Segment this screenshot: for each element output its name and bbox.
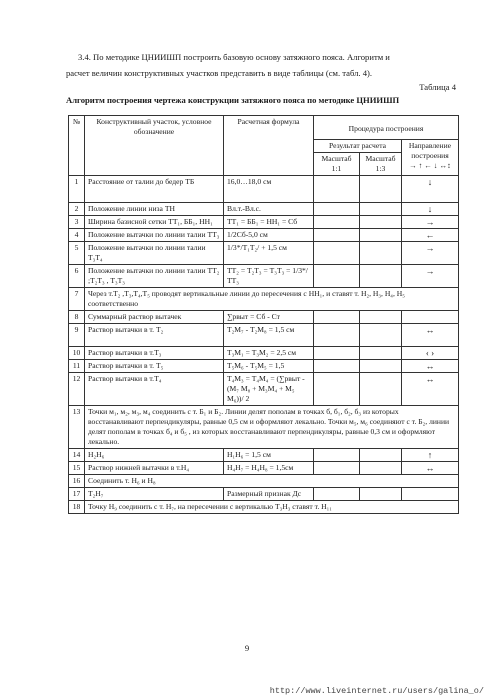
table-row xyxy=(69,360,459,373)
row-scale-1 xyxy=(314,324,360,347)
row-formula: Н₁Н₆ = 1,5 см xyxy=(224,449,314,462)
table-label: Таблица 4 xyxy=(419,82,456,92)
header-formula: Расчетная формула xyxy=(224,116,314,176)
table-row xyxy=(69,176,459,203)
intro-line-2: расчет величин конструктивных участков представить в виде таблицы (см. табл. 4). xyxy=(66,68,373,78)
row-formula: Н₄Н₇ = Н₄Н₈ = 1,5см xyxy=(224,462,314,475)
row-number: 7 xyxy=(69,288,85,311)
row-direction-arrow: ↔ xyxy=(402,462,459,475)
row-direction-arrow: ↓ xyxy=(402,203,459,216)
row-scale-1 xyxy=(314,176,360,203)
table-row xyxy=(69,501,459,514)
row-scale-3 xyxy=(360,229,402,242)
intro-line-1: 3.4. По методике ЦНИИШП построить базовую основу затяжного пояса. Алгоритм и xyxy=(78,52,390,62)
header-direction-label: Направление построения xyxy=(408,141,452,160)
row-scale-1 xyxy=(314,203,360,216)
table-row xyxy=(69,311,459,324)
row-direction-arrow: ↔ xyxy=(402,324,459,347)
row-number: 2 xyxy=(69,203,85,216)
row-scale-3 xyxy=(360,488,402,501)
intro-paragraph xyxy=(66,49,466,81)
row-scale-1 xyxy=(314,242,360,265)
row-formula: 16,0…18,0 см xyxy=(224,176,314,203)
row-scale-1 xyxy=(314,373,360,406)
row-formula: 1/3*/Т₁Т₂/ + 1,5 см xyxy=(224,242,314,265)
row-scale-1 xyxy=(314,265,360,288)
row-direction-arrow: ↓ xyxy=(402,176,459,203)
row-scale-3 xyxy=(360,265,402,288)
row-scale-3 xyxy=(360,360,402,373)
row-instruction: Через т.Т₂ ,Т₃,Т₄,Т₅ проводят вертикальные линии до пересечения с НН₁, и ставят т. Н₂, Н₃, Н₄, Н₅ соответственно xyxy=(85,288,459,311)
table-row xyxy=(69,488,459,501)
row-number: 10 xyxy=(69,347,85,360)
row-scale-1 xyxy=(314,311,360,324)
row-scale-1 xyxy=(314,360,360,373)
page-number: 9 xyxy=(244,643,250,653)
row-number: 13 xyxy=(69,406,85,449)
table-row xyxy=(69,203,459,216)
row-direction-arrow xyxy=(402,311,459,324)
row-section: Раствор вытачки в т.Т₄ xyxy=(85,373,224,406)
row-formula: ∑рвыт = Сб - Ст xyxy=(224,311,314,324)
header-num: № xyxy=(69,116,85,176)
row-scale-3 xyxy=(360,347,402,360)
row-section: Т₂Н₇ xyxy=(85,488,224,501)
row-number: 16 xyxy=(69,475,85,488)
row-section: Раствор вытачки в т. Т₅ xyxy=(85,360,224,373)
row-number: 17 xyxy=(69,488,85,501)
row-formula: ТТ₂ = Т₂Т₃ = Т₃Т₃ = 1/3*/ТТ₃ xyxy=(224,265,314,288)
row-number: 1 xyxy=(69,176,85,203)
row-instruction: Точку Н₉ соединить с т. Н₇, на пересечении с вертикалью Т₃Н₃ ставят т. Н₁₁ xyxy=(85,501,459,514)
table-row xyxy=(69,347,459,360)
row-direction-arrow: → xyxy=(402,216,459,229)
row-direction-arrow: ↔ xyxy=(402,360,459,373)
header-procedure: Процедура построения xyxy=(314,116,459,140)
header-direction-arrows: → ↑ ← ↓ ↔↕ xyxy=(409,161,451,170)
table-row xyxy=(69,462,459,475)
row-number: 15 xyxy=(69,462,85,475)
row-section: Н₂Н₆ xyxy=(85,449,224,462)
table-row xyxy=(69,475,459,488)
table-row xyxy=(69,449,459,462)
row-number: 11 xyxy=(69,360,85,373)
row-formula: Т₃М₁ = Т₃М₂ = 2,5 см xyxy=(224,347,314,360)
row-section: Расстояние от талии до бедер ТБ xyxy=(85,176,224,203)
row-section: Раствор вытачки в т. Т₂ xyxy=(85,324,224,347)
row-section: Положение вытачки по линии талии Т₃Т₄ xyxy=(85,242,224,265)
row-number: 14 xyxy=(69,449,85,462)
row-formula: Т₄М₃ = Т₄М₄ = (∑рвыт - (М₇ М₈ + М₃М₄ + М₅ М₆))/ 2 xyxy=(224,373,314,406)
row-direction-arrow: ↑ xyxy=(402,449,459,462)
row-scale-3 xyxy=(360,242,402,265)
row-direction-arrow: ↔ xyxy=(402,373,459,406)
row-direction-arrow: ← xyxy=(402,229,459,242)
row-direction-arrow: ‹ › xyxy=(402,347,459,360)
table-row xyxy=(69,324,459,347)
header-result: Результат расчета xyxy=(314,140,402,153)
row-scale-1 xyxy=(314,462,360,475)
row-section: Ширина базисной сетки ТТ₁, ББ₁, НН₁ xyxy=(85,216,224,229)
row-section: Суммарный раствор вытачек xyxy=(85,311,224,324)
row-scale-3 xyxy=(360,449,402,462)
table-row xyxy=(69,373,459,406)
row-direction-arrow: → xyxy=(402,265,459,288)
row-number: 18 xyxy=(69,501,85,514)
row-section: Раствор нижней вытачки в т.Н₄ xyxy=(85,462,224,475)
header-direction xyxy=(402,140,459,176)
table-row xyxy=(69,406,459,449)
row-formula: Т₂М₇ - Т₂М₈ = 1,5 см xyxy=(224,324,314,347)
row-number: 9 xyxy=(69,324,85,347)
row-scale-1 xyxy=(314,449,360,462)
row-number: 3 xyxy=(69,216,85,229)
row-scale-3 xyxy=(360,216,402,229)
row-instruction: Соединить т. Н₆ и Н₈ xyxy=(85,475,459,488)
row-section: Положение линии низа ТН xyxy=(85,203,224,216)
row-formula: 1/2Сб-5,0 см xyxy=(224,229,314,242)
algorithm-table xyxy=(68,115,459,514)
table-row xyxy=(69,242,459,265)
row-formula: Вл.т.-Вл.с. xyxy=(224,203,314,216)
header-section: Конструктивный участок, условное обозначение xyxy=(85,116,224,176)
row-instruction: Точки м₁, м₂, м₃, м₄ соединить с т. Б₁ и Б₂. Линии делят пополам в точках б, б₁, б₂, б₃ из которых восстанавливают перпендикуляры, равные 0,5 см и оформляют лекально. Точки м₅, м₆ соединяют с т. Б₂, линии делят пополам в точках б₄ и б₅ , из которых восстанавливают перпендикуляры, равные 0,3 см и оформляют лекально. xyxy=(85,406,459,449)
table-row xyxy=(69,265,459,288)
table-row xyxy=(69,288,459,311)
row-scale-3 xyxy=(360,203,402,216)
row-formula: Размерный признак Дс xyxy=(224,488,314,501)
row-number: 6 xyxy=(69,265,85,288)
row-scale-3 xyxy=(360,373,402,406)
row-scale-1 xyxy=(314,488,360,501)
row-formula: Т₅М₆ - Т₅М₅ = 1,5 xyxy=(224,360,314,373)
footer-url-watermark: http://www.liveinternet.ru/users/galina_o/ xyxy=(269,686,484,696)
row-number: 8 xyxy=(69,311,85,324)
table-row xyxy=(69,216,459,229)
row-direction-arrow: → xyxy=(402,242,459,265)
row-section: Положение вытачки по линии талии ТТ₂ ;Т₂Т₃ , Т₃Т₃ xyxy=(85,265,224,288)
row-scale-1 xyxy=(314,347,360,360)
row-scale-1 xyxy=(314,229,360,242)
row-number: 12 xyxy=(69,373,85,406)
row-section: Положение вытачки по линии талии ТТ₃ xyxy=(85,229,224,242)
row-scale-3 xyxy=(360,462,402,475)
row-formula: ТТ₁ = ББ₁ = НН₁ = Сб xyxy=(224,216,314,229)
table-row xyxy=(69,229,459,242)
header-scale-1: Масштаб 1:1 xyxy=(314,153,360,176)
row-section: Раствор вытачки в т.Т₃ xyxy=(85,347,224,360)
row-scale-3 xyxy=(360,311,402,324)
row-scale-3 xyxy=(360,176,402,203)
row-number: 4 xyxy=(69,229,85,242)
row-scale-1 xyxy=(314,216,360,229)
table-title: Алгоритм построения чертежа конструкции затяжного пояса по методике ЦНИИШП xyxy=(66,95,400,105)
row-number: 5 xyxy=(69,242,85,265)
row-scale-3 xyxy=(360,324,402,347)
header-scale-3: Масштаб 1:3 xyxy=(360,153,402,176)
row-direction-arrow xyxy=(402,488,459,501)
